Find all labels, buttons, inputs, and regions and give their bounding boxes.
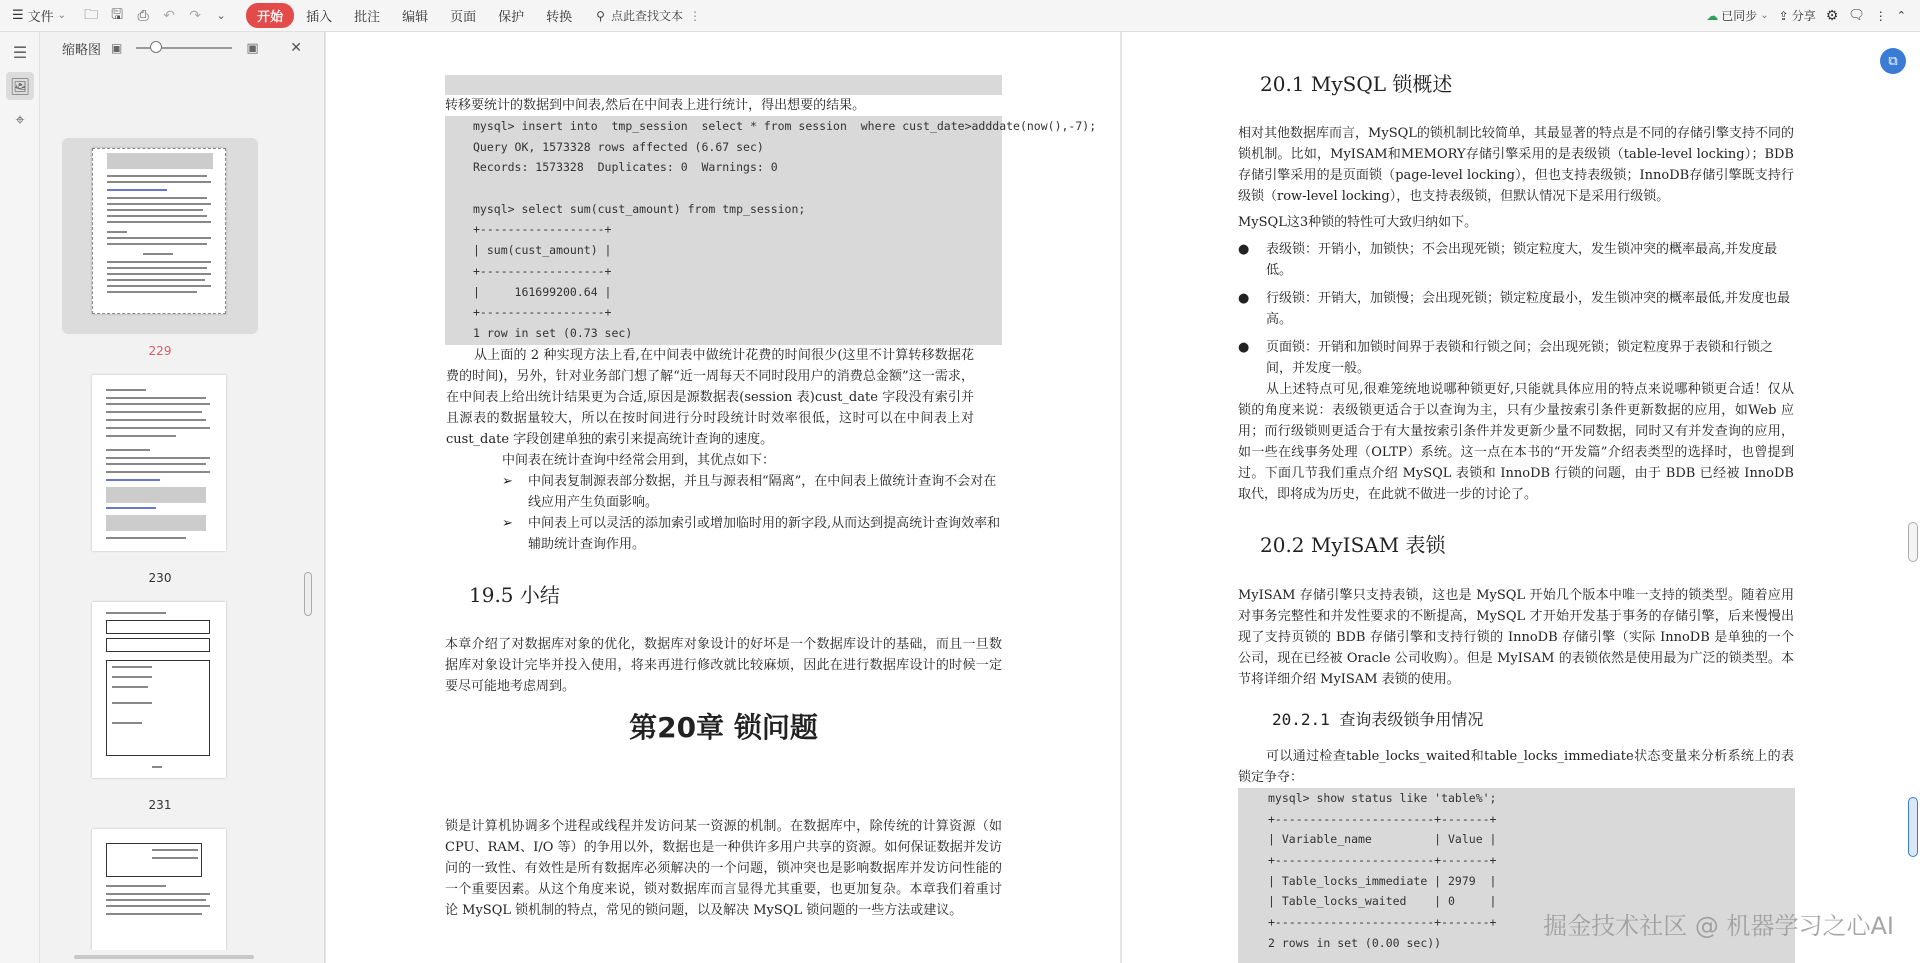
code-line: 2 rows in set (0.00 sec)) [1268, 935, 1442, 950]
bullet-item [1238, 239, 1794, 281]
code-line: +-----------------------+-------+ [1268, 853, 1497, 868]
bullet-item [502, 471, 1002, 513]
open-folder-icon[interactable]: 🗀 [84, 6, 99, 23]
tab-insert[interactable]: 插入 [306, 10, 333, 25]
document-page-right [1122, 32, 1920, 963]
close-icon[interactable]: ✕ [290, 40, 302, 56]
document-page-left [326, 32, 1120, 963]
more-icon[interactable]: ⋮ [1874, 8, 1887, 23]
chapter-intro-paragraph: 锁是计算机协调多个进程或线程并发访问某一资源的机制。在数据库中，除传统的计算资源（如 CPU、RAM、I/O 等）的争用以外，数据也是一种供许多用户共享的资源。如何保证数据并发访问的一致性、有效性是所有数据库必须解决的一个问题，锁冲突也是影响数据库并发访问性能的一个重要因素。从这个角度来说，锁对数据库而言显得尤其重要，也更加复杂。本章我们着重讨论 MySQL 锁机制的特点，常见的锁问题，以及解决 MySQL 锁问题的一些方法或建议。 [445, 819, 1002, 918]
section-title: 19.5 小结 [469, 583, 560, 607]
code-line: | Variable_name | Value | [1268, 832, 1497, 847]
thumbnail-page-number: 230 [148, 571, 172, 585]
tab-start[interactable]: 开始 [246, 3, 294, 28]
more-chevron-icon[interactable]: ⌄ [216, 9, 226, 22]
zoom-in-image-icon[interactable]: ▣ [246, 40, 259, 56]
document-scrollbar-thumb[interactable] [1908, 522, 1918, 562]
code-line: +-----------------------+-------+ [1268, 811, 1497, 826]
find-text-button[interactable] [596, 7, 701, 24]
bookmark-icon[interactable]: ⌖ [15, 110, 25, 129]
summary-paragraph: 本章介绍了对数据库对象的优化，数据库对象设计的好坏是一个数据库设计的基础，而且一旦数据库对象设计完毕并投入使用，将来再进行修改就比较麻烦，因此在进行数据库设计的时候一定要尽可能地考虑周到。 [445, 637, 1002, 694]
thumbnail-horizontal-scrollbar[interactable] [54, 955, 284, 961]
paragraph: MySQL这3种锁的特性可大致归纳如下。 [1238, 215, 1478, 230]
file-menu[interactable] [12, 6, 66, 25]
thumbnail-list [40, 70, 302, 950]
code-line: mysql> select sum(cust_amount) from tmp_session; [473, 201, 806, 216]
intro-line: 转移要统计的数据到中间表,然后在中间表上进行统计，得出想要的结果。 [445, 98, 866, 113]
page-navigation-slider[interactable] [1908, 797, 1918, 857]
watermark-text: 掘金技术社区 @ 机器学习之心AI [1543, 912, 1894, 940]
redo-icon[interactable]: ↷ [189, 7, 201, 24]
paragraph: MyISAM 存储引擎只支持表锁，这也是 MySQL 开始几个版本中唯一支持的锁类型。随着应用对事务完整性和并发性要求的不断提高，MySQL 才开始开发基于事务的存储引擎，后来慢慢出现了支持页锁的 BDB 存储引擎和支持行锁的 InnoDB 存储引擎（实际 InnoDB 是单独的一个公司，现在已经被 Oracle 公司收购）。但是 MyISAM 的表锁依然是使用最为广泛的锁类型。本节将详细介绍 MyISAM 表锁的使用。 [1238, 588, 1794, 687]
dot-bullet-icon: ● [1238, 291, 1250, 306]
paragraph: 可以通过检查table_locks_waited和table_locks_immediate状态变量来分析系统上的表锁定争夺： [1238, 749, 1794, 785]
sync-status-button[interactable] [1706, 7, 1768, 24]
cloud-sync-icon: ☁ [1706, 8, 1719, 23]
code-line: +-----------------------+-------+ [1268, 915, 1497, 930]
code-line: | sum(cust_amount) | [473, 243, 612, 258]
thumbnail-preview [92, 148, 226, 314]
comment-icon[interactable]: 🗨 [1848, 8, 1865, 23]
thumbnail-page-number: 231 [148, 798, 172, 812]
main-toolbar [0, 0, 1920, 32]
section-title: 20.2 MyISAM 表锁 [1260, 533, 1446, 557]
find-text-label: 点此查找文本 [610, 9, 683, 23]
code-block [445, 116, 1097, 345]
thumbnail-panel-header [40, 32, 324, 64]
thumbnail-page[interactable] [62, 819, 258, 950]
bullet-text: 中间表上可以灵活的添加索引或增加临时用的新字段,从而达到提高统计查询效率和辅助统计查询作用。 [528, 516, 1001, 552]
thumbnail-panel-title: 缩略图 [62, 42, 102, 58]
thumbnail-page-number: 229 [148, 344, 172, 358]
code-line: 1 row in set (0.73 sec) [473, 325, 633, 340]
tab-edit[interactable]: 编辑 [402, 10, 429, 25]
zoom-out-image-icon[interactable]: ▣ [111, 41, 123, 55]
section-title: 20.1 MySQL 锁概述 [1260, 72, 1453, 96]
thumbnail-page[interactable] [62, 365, 258, 561]
code-line: +------------------+ [473, 263, 612, 278]
bullet-text: 行级锁：开销大，加锁慢；会出现死锁；锁定粒度最小，发生锁冲突的概率最低,并发度也最高。 [1266, 291, 1791, 327]
bullet-text: 中间表复制源表部分数据，并且与源表相“隔离”，在中间表上做统计查询不会对在线应用产生负面影响。 [528, 474, 997, 510]
paragraph: 从上述特点可见,很难笼统地说哪种锁更好,只能就具体应用的特点来说哪种锁更合适！仅从锁的角度来说：表级锁更适合于以查询为主，只有少量按索引条件更新数据的应用，如Web 应用；而行级锁则更适合于有大量按索引条件并发更新少量不同数据，同时又有并发查询的应用，如一些在线事务处理（OLTP）系统。这一点在本书的“开发篇”介绍表类型的选择时，也曾提到过。下面几节我们重点介绍 MySQL 表锁和 InnoDB 行锁的问题，由于 BDB 已经被 InnoDB 取代，即将成为历史，在此就不做进一步的讨论了。 [1238, 382, 1794, 502]
bullet-text: 表级锁：开销小，加锁快；不会出现死锁；锁定粒度大，发生锁冲突的概率最高,并发度最低。 [1266, 242, 1778, 278]
undo-icon[interactable]: ↶ [163, 7, 175, 24]
tab-page[interactable]: 页面 [450, 10, 477, 25]
side-rail [0, 32, 40, 963]
print-icon[interactable]: ⎙ [137, 7, 149, 24]
file-menu-label: 文件 [27, 10, 54, 25]
thumbnail-preview [92, 602, 226, 778]
share-icon: ⇪ [1778, 8, 1789, 23]
bullet-item [1238, 337, 1794, 379]
share-label: 分享 [1791, 9, 1816, 23]
thumbnail-preview [92, 375, 226, 551]
code-line: mysql> insert into tmp_session select * from session where cust_date>adddate(now(),-7); [473, 119, 1097, 133]
ribbon-tabs [246, 3, 582, 28]
arrow-bullet-icon: ➢ [502, 516, 513, 531]
sync-status-label: 已同步 [1721, 9, 1758, 23]
subsection-title: 20.2.1 查询表级锁争用情况 [1272, 710, 1484, 729]
dot-bullet-icon: ● [1238, 242, 1250, 257]
thumbnail-preview [92, 829, 226, 950]
code-line: Records: 1573328 Duplicates: 0 Warnings: 0 [473, 160, 778, 175]
settings-icon[interactable]: ⚙ [1825, 7, 1839, 24]
vertical-more-icon: ⋮ [688, 8, 701, 23]
paragraph: 中间表在统计查询中经常会用到，其优点如下： [502, 453, 776, 468]
slider-knob[interactable] [150, 41, 162, 53]
collapse-icon[interactable]: ⌃ [1896, 9, 1906, 22]
code-line: +------------------+ [473, 305, 612, 320]
chevron-down-icon: ⌄ [1760, 10, 1769, 21]
code-line: +------------------+ [473, 222, 612, 237]
bullet-item [1238, 288, 1794, 330]
thumbnail-scrollbar[interactable] [302, 92, 314, 962]
document-viewport[interactable] [326, 32, 1920, 963]
thumbnail-scrollbar-thumb[interactable] [304, 572, 312, 616]
code-line: | 161699200.64 | [473, 284, 612, 299]
code-line: mysql> show status like 'table%'; [1268, 791, 1497, 805]
thumbnail-page[interactable] [62, 138, 258, 334]
tab-convert[interactable]: 转换 [546, 10, 573, 25]
code-line [473, 178, 1002, 199]
paragraph: 相对其他数据库而言，MySQL的锁机制比较简单，其最显著的特点是不同的存储引擎支持不同的锁机制。比如，MyISAM和MEMORY存储引擎采用的是表级锁（table-level locking）；BDB存储引擎采用的是页面锁（page-level locking），但也支持表级锁；InnoDB存储引擎既支持行级锁（row-level locking），也支持表级锁，但默认情况下是采用行级锁。 [1238, 126, 1794, 204]
chapter-title: 第20章 锁问题 [629, 711, 818, 744]
tab-annotate[interactable]: 批注 [354, 10, 381, 25]
outline-icon[interactable]: ☰ [12, 42, 28, 62]
dot-bullet-icon: ● [1238, 340, 1250, 355]
thumbnail-page[interactable] [62, 592, 258, 788]
thumbnail-icon[interactable]: 🖼 [6, 72, 34, 100]
bullet-item [502, 513, 1002, 555]
paragraph: 从上面的 2 种实现方法上看,在中间表中做统计花费的时间很少(这里不计算转移数据花费的时间)，另外，针对业务部门想了解“近一周每天不同时段用户的消费总金额”这一需求，在中间表上给出统计结果更为合适,原因是源数据表(session 表)cust_date 字段没有索引并且源表的数据量较大，所以在按时间进行分时段统计时效率很低，这时可以在中间表上对 cust_date 字段创建单独的索引来提高统计查询的速度。 [446, 348, 974, 447]
hamburger-icon: ☰ [12, 8, 24, 23]
code-line: | Table_locks_immediate | 2979 | [1268, 873, 1497, 888]
thumbnail-panel [40, 32, 325, 963]
floating-tool-button[interactable]: ⧉ [1880, 48, 1906, 74]
code-block-top-strip [445, 75, 1002, 95]
bullet-text: 页面锁：开销和加锁时间界于表锁和行锁之间；会出现死锁；锁定粒度界于表锁和行锁之间，并发度一般。 [1266, 340, 1774, 376]
share-button[interactable] [1779, 7, 1816, 24]
chevron-down-icon: ⌄ [57, 10, 67, 21]
save-icon[interactable]: 🖫 [111, 6, 124, 23]
code-line: Query OK, 1573328 rows affected (6.67 sec) [473, 139, 764, 154]
tab-protect[interactable]: 保护 [498, 10, 525, 25]
code-line: | Table_locks_waited | 0 | [1268, 894, 1497, 909]
thumbnail-size-slider[interactable] [136, 47, 232, 49]
search-icon: ⚲ [596, 8, 605, 23]
arrow-bullet-icon: ➢ [502, 474, 513, 489]
